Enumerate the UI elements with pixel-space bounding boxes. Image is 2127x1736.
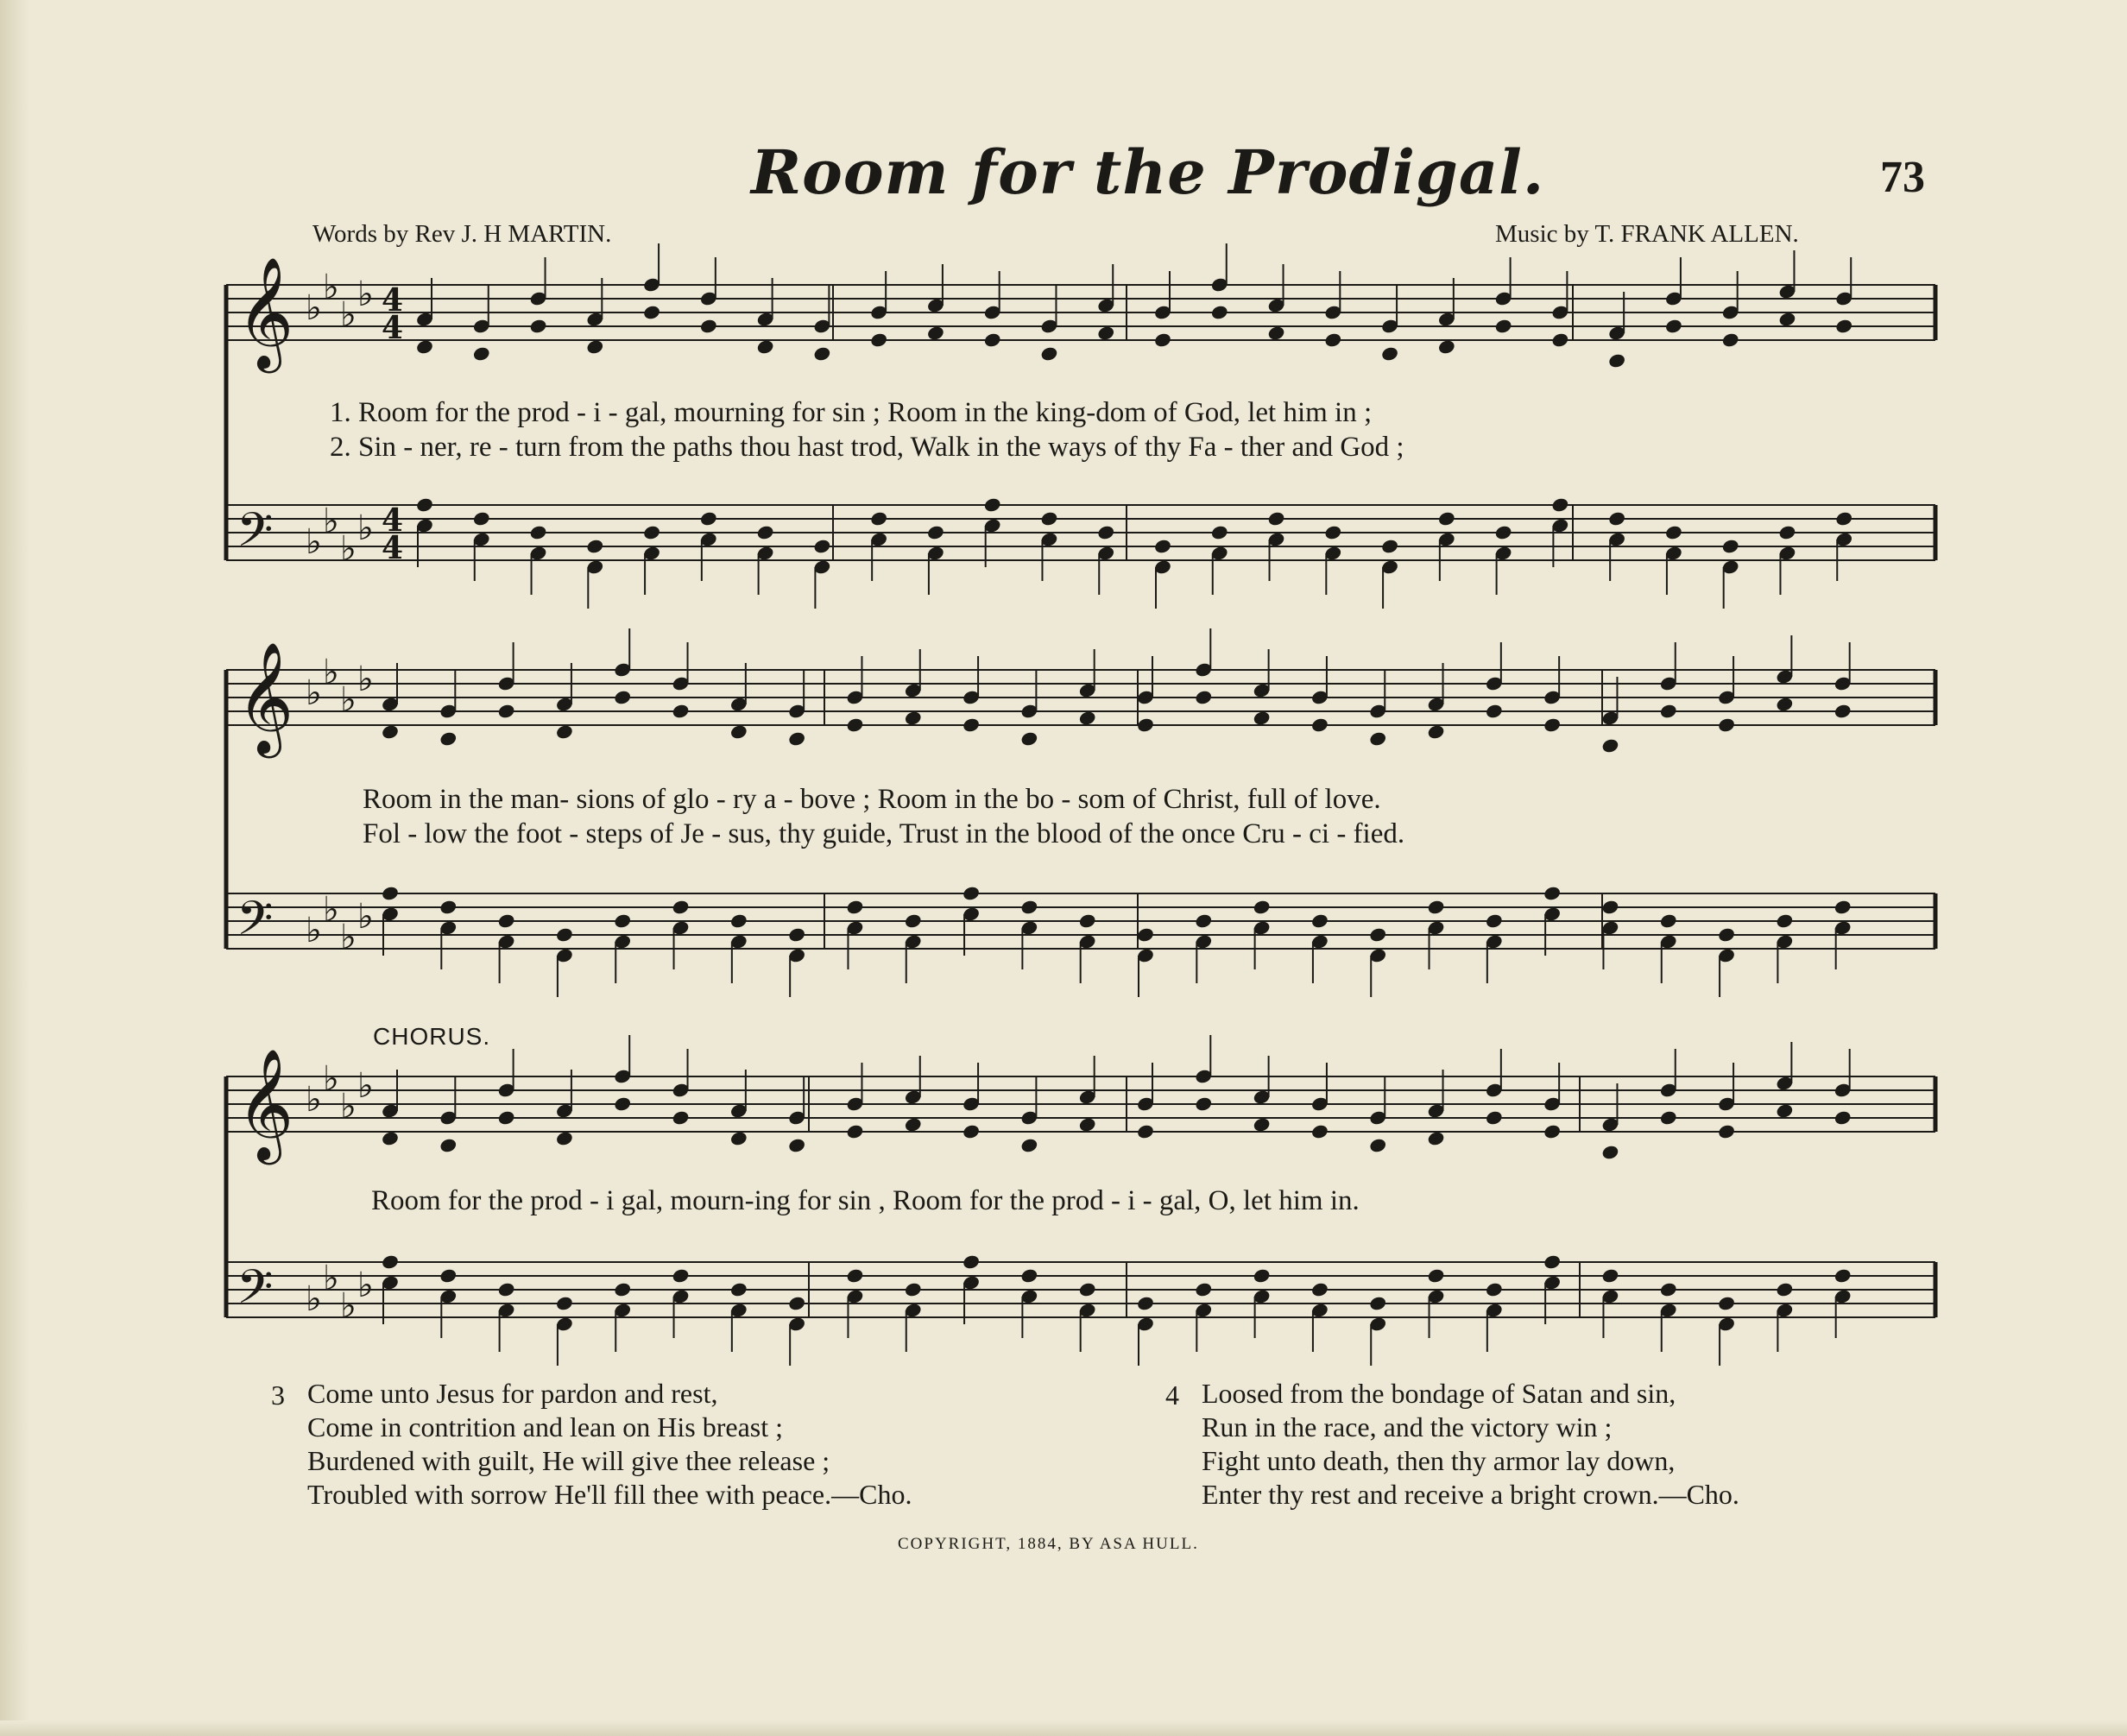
- note-head: [699, 318, 718, 334]
- note-head: [529, 524, 548, 540]
- note-head: [983, 331, 1002, 348]
- note-head: [787, 730, 806, 747]
- note-head: [1834, 1109, 1852, 1126]
- note-head: [1310, 1123, 1329, 1139]
- page-number: 73: [1880, 153, 1925, 202]
- note-head: [613, 689, 632, 705]
- note-head: [1717, 716, 1736, 733]
- lyric-system2-verse1: Room in the man- sions of glo - ry a - bove ; Room in the bo - som of Christ, full of love.: [363, 784, 1381, 815]
- note-head: [381, 1253, 400, 1270]
- note-head: [1267, 325, 1286, 341]
- note-head: [1427, 1130, 1446, 1146]
- note-head: [439, 1267, 458, 1284]
- note-head: [585, 338, 604, 355]
- note-head: [1323, 524, 1342, 540]
- note-head: [926, 524, 945, 540]
- flat-icon: ♭: [323, 890, 339, 930]
- flat-icon: ♭: [323, 653, 339, 692]
- note-head: [904, 912, 923, 929]
- note-head: [1485, 1281, 1504, 1297]
- note-head: [904, 1116, 923, 1133]
- note-head: [787, 1295, 806, 1311]
- note-head: [756, 338, 775, 355]
- note-head: [1078, 710, 1097, 726]
- note-head: [672, 1267, 691, 1284]
- note-head: [1485, 703, 1504, 719]
- flat-icon: ♭: [357, 660, 374, 699]
- note-head: [1543, 1253, 1562, 1270]
- note-head: [642, 524, 661, 540]
- note-head: [1136, 1123, 1155, 1139]
- note-head: [1368, 926, 1387, 943]
- note-head: [1210, 524, 1229, 540]
- note-head: [926, 325, 945, 341]
- note-head: [472, 345, 491, 362]
- flat-icon: ♭: [340, 529, 357, 569]
- note-head: [439, 1137, 458, 1153]
- note-head: [1040, 510, 1059, 527]
- verse-3: [271, 1377, 912, 1512]
- note-head: [1664, 524, 1683, 540]
- verse-number: 4: [1165, 1379, 1179, 1411]
- note-head: [1310, 912, 1329, 929]
- note-head: [1834, 510, 1853, 527]
- note-head: [1310, 716, 1329, 733]
- flat-icon: ♭: [306, 673, 322, 713]
- note-head: [1551, 496, 1570, 513]
- note-head: [1601, 899, 1620, 915]
- note-head: [1601, 1144, 1620, 1160]
- note-head: [1020, 730, 1039, 747]
- note-head: [1494, 524, 1513, 540]
- note-head: [729, 912, 748, 929]
- flat-icon: ♭: [357, 508, 374, 548]
- note-head: [729, 1281, 748, 1297]
- note-head: [1776, 1281, 1795, 1297]
- note-head: [1253, 899, 1272, 915]
- note-head: [1543, 716, 1562, 733]
- note-head: [672, 703, 691, 719]
- note-head: [439, 899, 458, 915]
- lyric-system1-verse2: 2. Sin - ner, re - turn from the paths thou hast trod, Walk in the ways of thy Fa - ther and God ;: [330, 432, 1404, 463]
- note-head: [1267, 510, 1286, 527]
- note-head: [1543, 885, 1562, 901]
- lyric-system1-verse1: 1. Room for the prod - i - gal, mourning for sin ; Room in the king-dom of God, let him in ;: [330, 397, 1373, 428]
- flat-icon: ♭: [323, 1059, 339, 1099]
- note-head: [846, 716, 865, 733]
- note-head: [729, 723, 748, 740]
- flat-icon: ♭: [357, 1066, 374, 1106]
- bass-clef-icon: 𝄢: [237, 1259, 274, 1326]
- note-head: [1427, 1267, 1446, 1284]
- note-head: [1020, 1267, 1039, 1284]
- note-head: [1380, 345, 1399, 362]
- copyright-notice: COPYRIGHT, 1884, BY ASA HULL.: [898, 1535, 1199, 1553]
- flat-icon: ♭: [306, 1279, 322, 1319]
- note-head: [1136, 926, 1155, 943]
- flat-icon: ♭: [323, 268, 339, 307]
- note-head: [1096, 325, 1115, 341]
- note-head: [555, 1130, 574, 1146]
- note-head: [1607, 352, 1626, 369]
- note-head: [1427, 723, 1446, 740]
- note-head: [497, 703, 516, 719]
- flat-icon: ♭: [306, 911, 322, 950]
- note-head: [1253, 1116, 1272, 1133]
- note-head: [699, 510, 718, 527]
- note-head: [787, 926, 806, 943]
- treble-clef-icon: 𝄞: [237, 641, 294, 754]
- note-head: [1601, 737, 1620, 754]
- flat-icon: ♭: [357, 1266, 374, 1305]
- verse-line: Come unto Jesus for pardon and rest,: [307, 1378, 718, 1409]
- note-head: [1778, 524, 1797, 540]
- verse-line: Burdened with guilt, He will give thee release ;: [307, 1445, 830, 1476]
- note-head: [1078, 912, 1097, 929]
- note-head: [497, 1109, 516, 1126]
- verse-line: Enter thy rest and receive a bright crown.—Cho.: [1202, 1479, 1739, 1510]
- note-head: [1834, 318, 1853, 334]
- music-credit: Music by T. FRANK ALLEN.: [1495, 220, 1799, 248]
- note-head: [672, 899, 691, 915]
- flat-icon: ♭: [340, 295, 357, 335]
- flat-icon: ♭: [323, 502, 339, 541]
- note-head: [1427, 899, 1446, 915]
- note-head: [1834, 703, 1852, 719]
- note-head: [415, 496, 434, 513]
- note-head: [1380, 538, 1399, 554]
- flat-icon: ♭: [340, 1087, 357, 1127]
- note-head: [1253, 1267, 1272, 1284]
- time-signature: 4: [382, 502, 404, 539]
- note-head: [1485, 1109, 1504, 1126]
- note-head: [1194, 1281, 1213, 1297]
- time-signature: 4: [382, 282, 404, 319]
- note-head: [1194, 689, 1213, 705]
- verse-number: 3: [271, 1379, 285, 1411]
- note-head: [1153, 331, 1172, 348]
- note-head: [1368, 1137, 1387, 1153]
- note-head: [1717, 926, 1736, 943]
- note-head: [1078, 1116, 1097, 1133]
- verse-line: Troubled with sorrow He'll fill thee with peace.—Cho.: [307, 1479, 912, 1510]
- note-head: [1717, 1295, 1736, 1311]
- flat-icon: ♭: [306, 288, 322, 328]
- note-head: [672, 1109, 691, 1126]
- flat-icon: ♭: [340, 1286, 357, 1326]
- note-head: [585, 538, 604, 554]
- time-signature: 4: [382, 310, 404, 346]
- note-head: [1310, 1281, 1329, 1297]
- flat-icon: ♭: [340, 918, 357, 957]
- note-head: [1078, 1281, 1097, 1297]
- note-head: [1368, 730, 1387, 747]
- note-head: [613, 1095, 632, 1112]
- note-head: [729, 1130, 748, 1146]
- treble-clef-icon: 𝄞: [237, 256, 294, 369]
- note-head: [1096, 524, 1115, 540]
- note-head: [1494, 318, 1513, 334]
- flat-icon: ♭: [306, 522, 322, 562]
- note-head: [1020, 1137, 1039, 1153]
- words-credit: Words by Rev J. H MARTIN.: [312, 220, 612, 248]
- note-head: [962, 716, 981, 733]
- note-head: [1721, 538, 1740, 554]
- flat-icon: ♭: [357, 275, 374, 314]
- note-head: [1717, 1123, 1736, 1139]
- note-head: [381, 723, 400, 740]
- verse-4: [1165, 1377, 1739, 1512]
- flat-icon: ♭: [323, 1259, 339, 1298]
- note-head: [415, 338, 434, 355]
- note-head: [787, 1137, 806, 1153]
- note-head: [846, 1123, 865, 1139]
- verse-line: Loosed from the bondage of Satan and sin,: [1202, 1378, 1676, 1409]
- time-signature: 4: [382, 530, 404, 566]
- note-head: [756, 524, 775, 540]
- note-head: [1607, 510, 1626, 527]
- note-head: [1323, 331, 1342, 348]
- bass-clef-icon: 𝄢: [237, 502, 274, 569]
- note-head: [1040, 345, 1059, 362]
- note-head: [472, 510, 491, 527]
- note-head: [642, 304, 661, 320]
- flat-icon: ♭: [340, 680, 357, 720]
- note-head: [1834, 1267, 1852, 1284]
- note-head: [813, 345, 832, 362]
- note-head: [1721, 331, 1740, 348]
- note-head: [613, 1281, 632, 1297]
- flat-icon: ♭: [357, 897, 374, 937]
- note-head: [846, 899, 865, 915]
- note-head: [529, 318, 548, 334]
- note-head: [1551, 331, 1570, 348]
- verse-line: Come in contrition and lean on His breast ;: [307, 1411, 783, 1442]
- note-head: [1136, 716, 1155, 733]
- note-head: [846, 1267, 865, 1284]
- note-head: [1776, 912, 1795, 929]
- note-head: [1153, 538, 1172, 554]
- note-head: [962, 1253, 981, 1270]
- note-head: [613, 912, 632, 929]
- note-head: [904, 710, 923, 726]
- note-head: [555, 1295, 574, 1311]
- bass-clef-icon: 𝄢: [237, 891, 274, 957]
- note-head: [1136, 1295, 1155, 1311]
- note-head: [869, 331, 888, 348]
- flat-icon: ♭: [306, 1080, 322, 1120]
- note-head: [869, 510, 888, 527]
- note-head: [439, 730, 458, 747]
- note-head: [497, 1281, 516, 1297]
- note-head: [1210, 304, 1229, 320]
- note-head: [1776, 696, 1795, 712]
- note-head: [1659, 1281, 1678, 1297]
- note-head: [1776, 1102, 1795, 1119]
- note-head: [813, 538, 832, 554]
- note-head: [555, 926, 574, 943]
- lyric-system2-verse2: Fol - low the foot - steps of Je - sus, thy guide, Trust in the blood of the once Cru - ci - fied.: [363, 818, 1405, 849]
- note-head: [1020, 899, 1039, 915]
- note-head: [1659, 703, 1678, 719]
- note-head: [1659, 1109, 1678, 1126]
- note-head: [381, 1130, 400, 1146]
- note-head: [1194, 912, 1213, 929]
- note-head: [555, 723, 574, 740]
- note-head: [1485, 912, 1504, 929]
- note-head: [1437, 510, 1456, 527]
- note-head: [1368, 1295, 1387, 1311]
- note-head: [1543, 1123, 1562, 1139]
- chorus-label: CHORUS.: [373, 1023, 491, 1050]
- note-head: [1253, 710, 1272, 726]
- hymn-title: Room for the Prodigal.: [751, 136, 1545, 208]
- note-head: [1601, 1267, 1620, 1284]
- note-head: [1664, 318, 1683, 334]
- verse-line: Run in the race, and the victory win ;: [1202, 1411, 1613, 1442]
- note-head: [962, 1123, 981, 1139]
- note-head: [1778, 311, 1797, 327]
- note-head: [1437, 338, 1456, 355]
- note-head: [381, 885, 400, 901]
- note-head: [983, 496, 1002, 513]
- note-head: [497, 912, 516, 929]
- note-head: [962, 885, 981, 901]
- lyric-chorus: Room for the prod - i gal, mourn-ing for sin , Room for the prod - i - gal, O, let him in.: [371, 1185, 1360, 1216]
- verse-line: Fight unto death, then thy armor lay down,: [1202, 1445, 1676, 1476]
- note-head: [904, 1281, 923, 1297]
- note-head: [1834, 899, 1852, 915]
- note-head: [1659, 912, 1678, 929]
- note-head: [1194, 1095, 1213, 1112]
- treble-clef-icon: 𝄞: [237, 1048, 294, 1160]
